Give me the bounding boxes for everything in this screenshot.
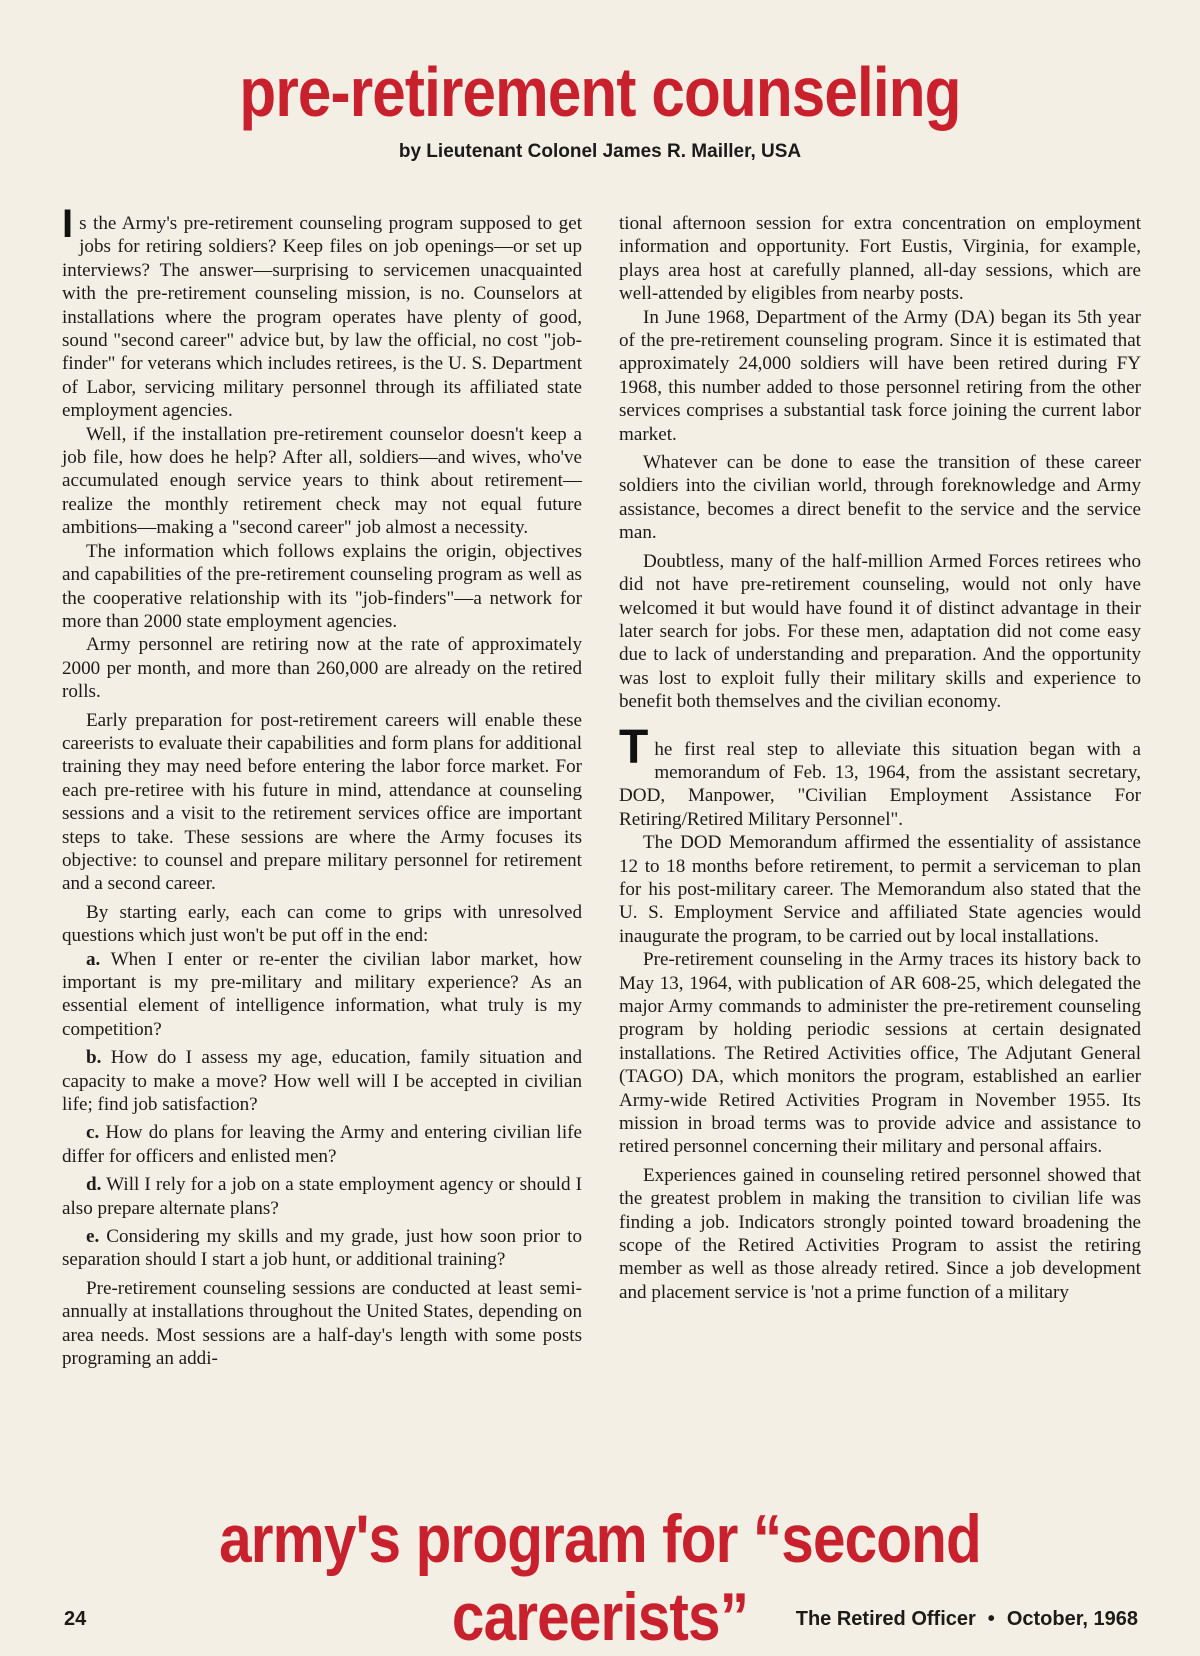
paragraph: By starting early, each can come to grips with unresolved questions which just won't be put off in the end: [62,901,582,947]
question-item [62,1046,582,1116]
question-item [62,1173,582,1220]
right-column [619,212,1141,1304]
page-number: 24 [64,1608,87,1630]
paragraph [619,720,1141,832]
drop-cap: T [619,720,649,774]
question-item [62,948,582,1042]
publication-name: The Retired Officer [795,1608,976,1630]
paragraph: Pre-retirement counseling sessions are conducted at least semi-annually at installations throughout the United States, depending on area needs. Most sessions are a half-day's length with some posts programing an addi- [62,1277,582,1370]
question-label: d. [86,1174,102,1196]
paragraph: Well, if the installation pre-retirement counselor doesn't keep a job file, how does he help? After all, soldiers—and wives, who've accumulated enough service years to think about retirement—realize the monthly retirement check may not equal future ambitions—making a "second career" job almost a necessity. [62,423,582,539]
paragraph [62,202,582,423]
paragraph-text: s the Army's pre-retirement counseling program supposed to get jobs for retiring soldiers? Keep files on job openings—or set up interviews? The answer—surprising to servicemen unacquainted with the pre-retirement counseling mission, is no. Counselors at installations where the program operates have plenty of good, sound "second career" advice but, by law the official, no cost "job-finder" for veterans which includes retirees, is the U. S. Department of Labor, servicing military personnel through its affiliated state employment agencies. [62,213,582,422]
question-label: c. [86,1122,100,1144]
question-item [62,1225,582,1272]
paragraph: Doubtless, many of the half-million Armed Forces retirees who did not have pre-retirement counseling, would not only have welcomed it but would have found it of distinct advantage in their later search for jobs. For these men, adaptation did not come easy due to lack of understanding and preparation. And the opportunity was lost to exploit fully their military skills and experience to benefit both themselves and the civilian economy. [619,550,1141,713]
paragraph: The information which follows explains the origin, objectives and capabilities of the pre-retirement counseling program as well as the cooperative relationship with its "job-finders"—a network for more than 2000 state employment agencies. [62,540,582,632]
question-item [62,1121,582,1168]
paragraph: Army personnel are retiring now at the rate of approximately 2000 per month, and more than 260,000 are already on the retired rolls. [62,634,582,703]
paragraph: Early preparation for post-retirement careers will enable these careerists to evaluate their capabilities and form plans for additional training they may need before entering the labor force market. For each pre-retiree with his future in mind, attendance at counseling sessions and a visit to the retirement services office are important steps to take. These sessions are where the Army focuses its objective: to counsel and prepare military personnel for retirement and a second career. [62,709,582,895]
question-text: Considering my skills and my grade, just how soon prior to separation should I start a job hunt, or additional training? [62,1226,583,1271]
left-column [62,202,583,1371]
article-subtitle: army's program for “second careerists” [219,1501,981,1655]
question-text: When I enter or re-enter the civilian labor market, how important is my pre-military and military experience? As an essential element of intelligence information, what truly is my competition? [62,948,582,1040]
publication-footer [796,1608,1138,1631]
paragraph: The DOD Memorandum affirmed the essentiality of assistance 12 to 18 months before retirement, to permit a serviceman to plan for his post-military career. The Memorandum also stated that the U. S. Employment Service and affiliated State agencies would inaugurate the program, to be carried out by local installations. [619,832,1141,947]
drop-cap: I [62,202,74,246]
paragraph: Whatever can be done to ease the transition of these career soldiers into the civilian world, through foreknowledge and Army assistance, becomes a direct benefit to the service and the service man. [619,452,1141,544]
paragraph-text: he first real step to alleviate this situation began with a memorandum of Feb. 13, 1964, from the assistant secretary, DOD, Manpower, "Civilian Employment Assistance For Retiring/Retired Military Personnel". [619,738,1141,830]
byline: by Lieutenant Colonel James R. Mailler, USA [398,141,802,162]
issue-date: October, 1968 [1006,1608,1138,1630]
question-label: a. [86,948,101,970]
question-label: b. [86,1047,102,1069]
paragraph: Experiences gained in counseling retired personnel showed that the greatest problem in making the transition to civilian life was finding a job. Indicators strongly pointed toward broadening the scope of the Retired Activities Program to assist the retiring member as well as those already retired. Since a job development and placement service is 'not a prime function of a military [619,1164,1141,1303]
question-label: e. [86,1226,100,1248]
paragraph: tional afternoon session for extra concentration on employment information and opportunity. Fort Eustis, Virginia, for example, plays area host at carefully planned, all-day sessions, which are well-attended by eligibles from nearby posts. [619,213,1141,305]
article-title: pre-retirement counseling [239,53,961,131]
bullet-separator: • [987,1608,995,1630]
question-text: How do I assess my age, education, family situation and capacity to make a move? How well will I be accepted in civilian life; find job satisfaction? [62,1047,582,1116]
paragraph: Pre-retirement counseling in the Army traces its history back to May 13, 1964, with publication of AR 608-25, which delegated the major Army commands to administer the pre-retirement counseling program by holding periodic sessions at certain designated installations. The Retired Activities office, The Adjutant General (TAGO) DA, which monitors the program, established an earlier Army-wide Retired Activities Program in November 1955. Its mission in broad terms was to provide advice and assistance to retired personnel concerning their military and personal affairs. [619,949,1141,1158]
question-text: Will I rely for a job on a state employment agency or should I also prepare alternate plans? [62,1174,582,1219]
paragraph: In June 1968, Department of the Army (DA) began its 5th year of the pre-retirement counseling program. Since it is estimated that approximately 24,000 soldiers will have been retired during FY 1968, this number added to those personnel retiring from the other services comprises a substantial task force joining the current labor market. [619,306,1141,445]
question-text: How do plans for leaving the Army and entering civilian life differ for officers and enlisted men? [62,1122,582,1167]
